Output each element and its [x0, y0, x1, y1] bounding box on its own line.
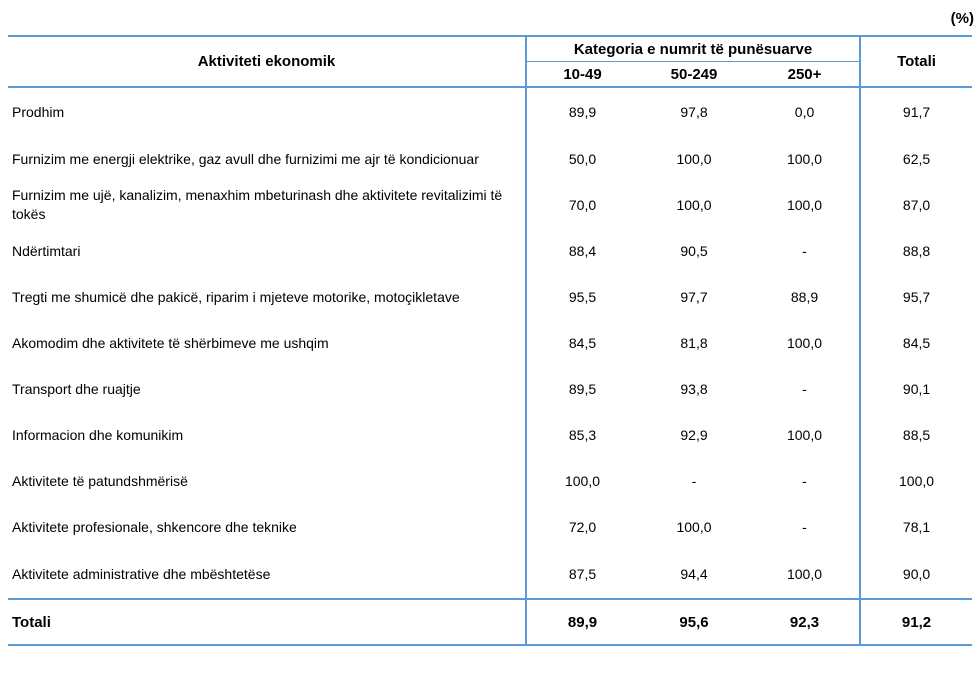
value-10-49: 84,5 — [526, 320, 638, 366]
table-row — [8, 136, 972, 182]
value-250plus: - — [802, 519, 807, 535]
activity-cell: Ndërtimtari — [12, 242, 81, 259]
activity-cell: Aktivitete të patundshmërisë — [12, 472, 188, 489]
value-10-49: 85,3 — [526, 412, 638, 458]
value-total: 90,0 — [860, 550, 972, 599]
totals-label: Totali — [8, 599, 526, 645]
header-total: Totali — [860, 36, 972, 87]
value-250plus: 0,0 — [794, 104, 815, 120]
table-row — [8, 458, 972, 504]
header-size-50-249: 50-249 — [638, 62, 750, 88]
value-10-49: 100,0 — [526, 458, 638, 504]
value-10-49: 50,0 — [526, 136, 638, 182]
activity-cell: Furnizim me ujë, kanalizim, menaxhim mbeturinash dhe aktivitete revitalizimi të tokës — [12, 187, 503, 222]
header-size-250plus: 250+ — [750, 62, 860, 88]
value-10-49: 95,5 — [526, 274, 638, 320]
value-250plus: - — [802, 381, 807, 397]
value-total: 91,7 — [860, 87, 972, 136]
value-50-249: 94,4 — [680, 566, 708, 582]
value-250plus: 88,9 — [790, 289, 819, 305]
value-250plus: 100,0 — [786, 151, 823, 167]
data-table — [8, 35, 972, 646]
value-10-49: 88,4 — [526, 228, 638, 274]
value-250plus: - — [802, 473, 807, 489]
activity-cell: Tregti me shumicë dhe pakicë, riparim i mjeteve motorike, motoçikletave — [12, 288, 460, 305]
header-activity: Aktiviteti ekonomik — [8, 36, 526, 87]
table-row — [8, 504, 972, 550]
unit-label: (%) — [950, 10, 974, 27]
table-row — [8, 182, 972, 228]
table-row — [8, 366, 972, 412]
value-250plus: 100,0 — [786, 427, 823, 443]
table-row — [8, 320, 972, 366]
activity-cell: Aktivitete profesionale, shkencore dhe teknike — [12, 518, 297, 535]
value-50-249: 97,8 — [680, 104, 708, 120]
value-10-49: 89,9 — [526, 87, 638, 136]
value-total: 62,5 — [860, 136, 972, 182]
table-row — [8, 228, 972, 274]
total-10-49: 89,9 — [526, 599, 638, 645]
activity-cell: Transport dhe ruajtje — [12, 380, 141, 397]
value-50-249: 100,0 — [676, 197, 712, 213]
activity-cell: Aktivitete administrative dhe mbështetëse — [12, 565, 271, 582]
value-total: 100,0 — [860, 458, 972, 504]
value-total: 88,8 — [860, 228, 972, 274]
value-10-49: 72,0 — [526, 504, 638, 550]
value-250plus: 100,0 — [786, 335, 823, 351]
value-50-249: 90,5 — [680, 243, 708, 259]
grand-total: 91,2 — [860, 599, 972, 645]
value-10-49: 89,5 — [526, 366, 638, 412]
header-category: Kategoria e numrit të punësuarve — [526, 36, 860, 62]
table-row — [8, 274, 972, 320]
table-row — [8, 550, 972, 599]
value-250plus: 100,0 — [786, 197, 823, 213]
value-total: 88,5 — [860, 412, 972, 458]
value-total: 87,0 — [860, 182, 972, 228]
value-total: 84,5 — [860, 320, 972, 366]
value-10-49: 87,5 — [526, 550, 638, 599]
activity-cell: Furnizim me energji elektrike, gaz avull dhe furnizimi me ajr të kondicionuar — [12, 150, 479, 167]
totals-row — [8, 599, 972, 645]
value-50-249: 100,0 — [676, 519, 712, 535]
value-10-49: 70,0 — [526, 182, 638, 228]
value-50-249: - — [691, 473, 697, 489]
value-total: 95,7 — [860, 274, 972, 320]
value-50-249: 97,7 — [680, 289, 708, 305]
value-50-249: 92,9 — [680, 427, 708, 443]
activity-cell: Informacion dhe komunikim — [12, 426, 184, 443]
header-size-10-49: 10-49 — [526, 62, 638, 88]
activity-cell: Prodhim — [12, 103, 65, 120]
value-50-249: 100,0 — [676, 151, 712, 167]
value-total: 78,1 — [860, 504, 972, 550]
value-250plus: - — [802, 243, 807, 259]
value-total: 90,1 — [860, 366, 972, 412]
value-50-249: 93,8 — [680, 381, 708, 397]
value-50-249: 81,8 — [680, 335, 708, 351]
activity-cell: Akomodim dhe aktivitete të shërbimeve me ushqim — [12, 334, 329, 351]
table-row — [8, 412, 972, 458]
total-250plus: 92,3 — [750, 599, 860, 645]
table-row — [8, 87, 972, 136]
total-50-249: 95,6 — [638, 599, 750, 645]
value-250plus: 100,0 — [786, 566, 823, 582]
table-header — [8, 36, 972, 87]
